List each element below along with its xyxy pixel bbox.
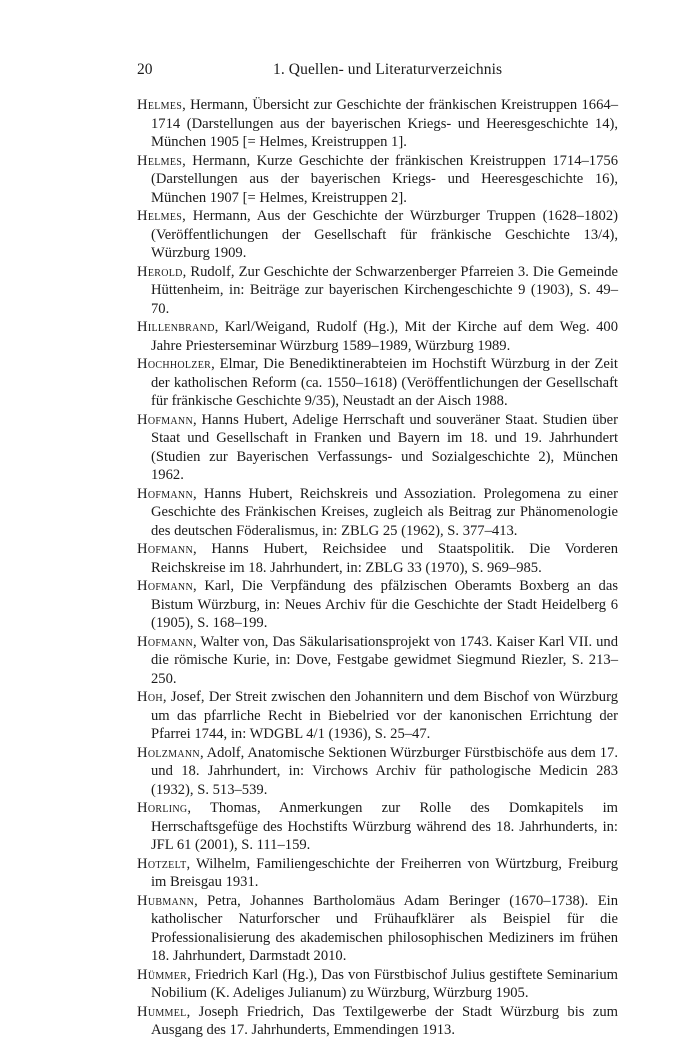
bibliography-entry (137, 855, 618, 892)
entry-author: Hotzelt (137, 855, 187, 872)
bibliography-entry (137, 688, 618, 744)
entry-text: , Hermann, Übersicht zur Geschichte der fränkischen Kreistruppen 1664–1714 (Darstellungen aus der bayerischen Kriegs- und Heeresgeschichte 14), München 1905 [= Helmes, Kreistruppen 1]. (151, 97, 618, 150)
entry-text: , Thomas, Anmerkungen zur Rolle des Domkapitels im Herrschaftsgefüge des Hochstifts Würzburg während des 18. Jahrhunderts, in: JFL 61 (2001), S. 111–159. (151, 800, 618, 853)
entry-author: Horling (137, 800, 188, 816)
entry-author: Hoh (137, 689, 163, 705)
bibliography-entry (137, 799, 618, 855)
entry-author: Hummel (137, 1003, 187, 1020)
bibliography-entry (137, 263, 618, 319)
entry-text: , Rudolf, Zur Geschichte der Schwarzenberger Pfarreien 3. Die Gemeinde Hüttenheim, in: Beiträge zur bayerischen Kirchengeschichte 9 (1903), S. 49–70. (151, 263, 618, 317)
bibliography-entry (137, 892, 618, 966)
entry-text: , Josef, Der Streit zwischen den Johannitern und dem Bischof von Würzburg um das pfarrliche Recht in Biebelried vor der kanonischen Errichtung der Pfarrei 1744, in: WDGBL 4/1 (1936), S. 25–47. (151, 689, 618, 742)
bibliography-entry (137, 633, 618, 689)
entry-author: Helmes (137, 152, 183, 169)
page-number: 20 (137, 61, 153, 78)
bibliography-entry (137, 966, 618, 1003)
bibliography-entry (137, 355, 618, 411)
bibliography-entry (137, 411, 618, 485)
bibliography-entry (137, 540, 618, 577)
bibliography-entry (137, 96, 618, 152)
bibliography-entry (137, 318, 618, 355)
entry-text: , Hanns Hubert, Reichskreis und Assoziation. Prolegomena zu einer Geschichte des Fränkischen Kreises, zugleich als Beitrag zur Phänomenologie des deutschen Föderalismus, in: ZBLG 25 (1962), S. 377–413. (151, 485, 618, 539)
entry-author: Helmes (137, 97, 183, 113)
entry-text: , Adolf, Anatomische Sektionen Würzburger Fürstbischöfe aus dem 17. und 18. Jahrhundert, in: Virchows Archiv für pathologische Medicin 283 (1932), S. 513–539. (151, 744, 618, 798)
entry-text: , Wilhelm, Familiengeschichte der Freiherren von Würtzburg, Freiburg im Breisgau 1931. (151, 855, 618, 890)
entry-author: Hofmann (137, 485, 193, 502)
entry-author: Holzmann (137, 744, 200, 761)
bibliography-entry (137, 577, 618, 633)
entry-author: Hofmann (137, 411, 193, 428)
entry-author: Herold (137, 263, 183, 280)
entry-text: , Walter von, Das Säkularisationsprojekt von 1743. Kaiser Karl VII. und die römische Kurie, in: Dove, Festgabe gewidmet Siegmund Riezler, S. 213–250. (151, 633, 618, 687)
entry-text: , Hermann, Kurze Geschichte der fränkischen Kreistruppen 1714–1756 (Darstellungen aus der bayerischen Kriegs- und Heeresgeschichte 16), München 1907 [= Helmes, Kreistruppen 2]. (151, 152, 618, 206)
entry-text: , Hanns Hubert, Reichsidee und Staatspolitik. Die Vorderen Reichskreise im 18. Jahrhundert, in: ZBLG 33 (1970), S. 969–985. (151, 541, 618, 576)
entry-author: Hofmann (137, 578, 193, 594)
entry-author: Hochholzer (137, 356, 212, 372)
entry-text: , Friedrich Karl (Hg.), Das von Fürstbischof Julius gestiftete Seminarium Nobilium (K. Adeliges Julianum) zu Würzburg, Würzburg 1905. (151, 966, 618, 1001)
entry-text: , Karl/Weigand, Rudolf (Hg.), Mit der Kirche auf dem Weg. 400 Jahre Priesterseminar Würzburg 1589–1989, Würzburg 1989. (151, 319, 618, 354)
bibliography-list (137, 96, 618, 1040)
running-head (137, 61, 617, 83)
entry-author: Hofmann (137, 633, 193, 650)
entry-author: Hofmann (137, 541, 193, 557)
entry-author: Hillenbrand (137, 319, 215, 335)
entry-text: , Karl, Die Verpfändung des pfälzischen Oberamts Boxberg an das Bistum Würzburg, in: Neues Archiv für die Geschichte der Stadt Heidelberg 6 (1905), S. 168–199. (151, 578, 618, 631)
bibliography-entry (137, 152, 618, 208)
bibliography-entry (137, 485, 618, 541)
entry-text: , Elmar, Die Benediktinerabteien im Hochstift Würzburg in der Zeit der katholischen Reform (ca. 1550–1618) (Veröffentlichungen der Gesellschaft für fränkische Geschichte 9/35), Neustadt an der Aisch 1988. (151, 356, 618, 409)
entry-text: , Petra, Johannes Bartholomäus Adam Beringer (1670–1738). Ein katholischer Naturforscher und Frühaufklärer als Beispiel für die Professionalisierung des akademischen philosophischen Mediziners im frühen 18. Jahrhundert, Darmstadt 2010. (151, 892, 618, 964)
entry-text: , Hanns Hubert, Adelige Herrschaft und souveräner Staat. Studien über Staat und Gesellschaft in Franken und Bayern im 18. und 19. Jahrhundert (Studien zur Bayerischen Verfassungs- und Sozialgeschichte 2), München 1962. (151, 411, 618, 483)
entry-author: Hümmer (137, 966, 188, 983)
bibliography-entry (137, 1003, 618, 1040)
entry-text: , Joseph Friedrich, Das Textilgewerbe der Stadt Würzburg bis zum Ausgang des 17. Jahrhunderts, Emmendingen 1913. (151, 1003, 618, 1038)
running-title: 1. Quellen- und Literaturverzeichnis (273, 61, 503, 78)
bibliography-entry (137, 744, 618, 800)
entry-author: Hubmann (137, 892, 195, 909)
bibliography-entry (137, 207, 618, 263)
entry-text: , Hermann, Aus der Geschichte der Würzburger Truppen (1628–1802) (Veröffentlichungen der Gesellschaft für fränkische Geschichte 13/4), Würzburg 1909. (151, 208, 618, 261)
entry-author: Helmes (137, 208, 183, 224)
